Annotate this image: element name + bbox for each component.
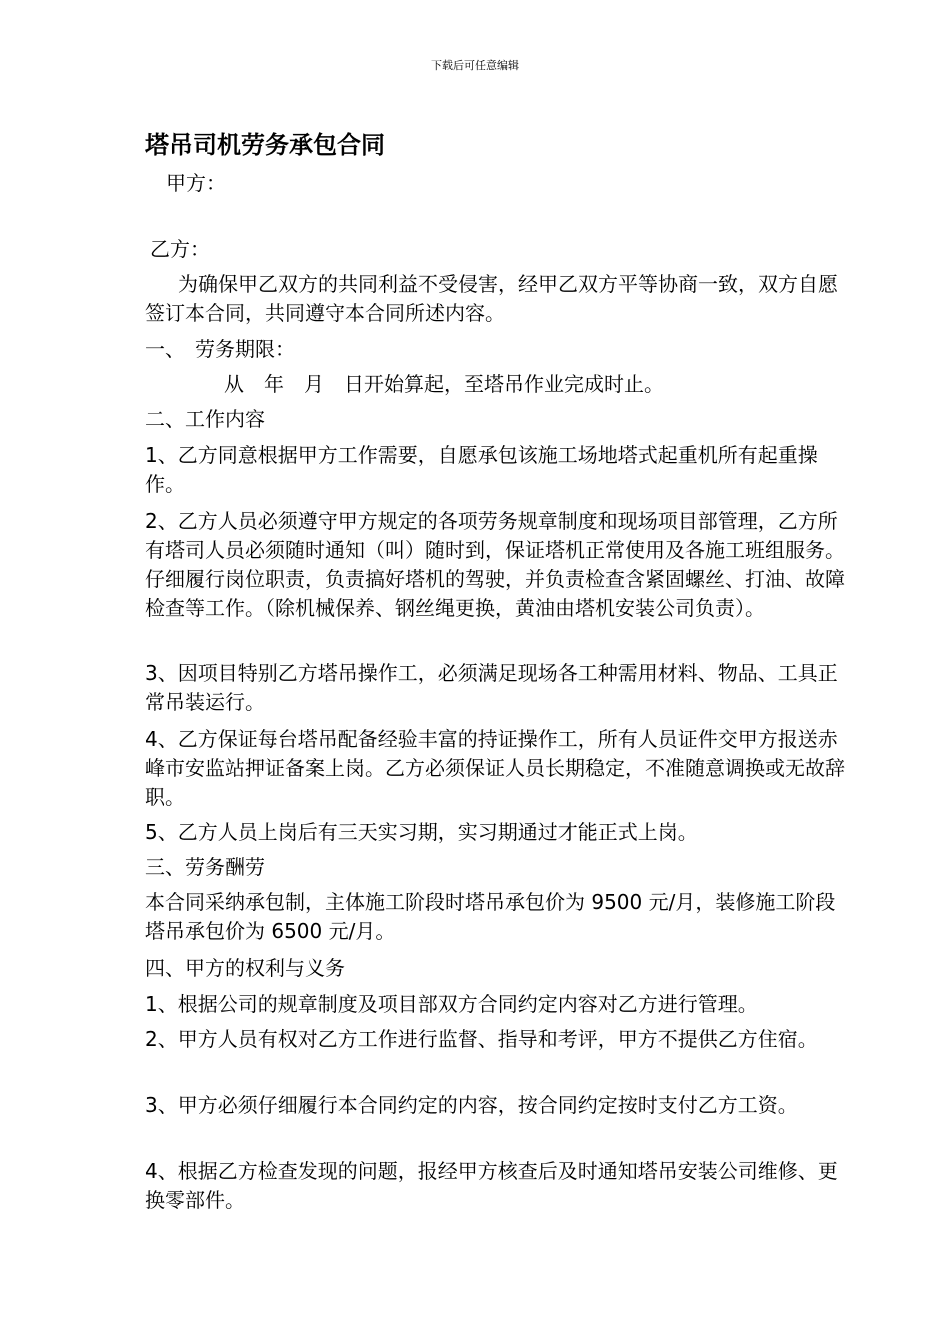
section4-item: 2、甲方人员有权对乙方工作进行监督、指导和考评，甲方不提供乙方住宿。: [145, 1027, 818, 1051]
section1-heading: 一、 劳务期限：: [145, 337, 295, 361]
section3-heading: 三、劳务酬劳: [145, 855, 265, 879]
document-title: 塔吊司机劳务承包合同: [145, 131, 385, 159]
section4-item: 4、根据乙方检查发现的问题，报经甲方核查后及时通知塔吊安装公司维修、更换零部件。: [145, 1159, 838, 1212]
section2-item: 2、乙方人员必须遵守甲方规定的各项劳务规章制度和现场项目部管理，乙方所有塔司人员必须随时通知（叫）随时到，保证塔机正常使用及各施工班组服务。仔细履行岗位职责，负责搞好塔机的驾驶，并负责检查含紧固螺丝、打油、故障检查等工作。（除机械保养、钢丝绳更换，黄油由塔机安装公司负责）。: [145, 509, 845, 620]
section3-text: 本合同采纳承包制，主体施工阶段时塔吊承包价为 9500 元/月，装修施工阶段塔吊承包价为 6500 元/月。: [145, 890, 836, 943]
section2-item: 1、乙方同意根据甲方工作需要，自愿承包该施工场地塔式起重机所有起重操作。: [145, 443, 818, 496]
section4-item: 1、根据公司的规章制度及项目部双方合同约定内容对乙方进行管理。: [145, 992, 758, 1016]
section4-heading: 四、甲方的权利与义务: [145, 956, 345, 980]
section2-item: 5、乙方人员上岗后有三天实习期，实习期通过才能正式上岗。: [145, 820, 698, 844]
section2-item: 4、乙方保证每台塔吊配备经验丰富的持证操作工，所有人员证件交甲方报送赤峰市安监站押证备案上岗。乙方必须保证人员长期稳定，不准随意调换或无故辞职。: [145, 727, 845, 809]
section2-heading: 二、工作内容: [145, 407, 265, 431]
party-b-label: 乙方：: [150, 237, 210, 261]
section4-item: 3、甲方必须仔细履行本合同约定的内容，按合同约定按时支付乙方工资。: [145, 1093, 798, 1117]
header-note: 下载后可任意编辑: [431, 59, 519, 72]
section2-item: 3、因项目特别乙方塔吊操作工，必须满足现场各工种需用材料、物品、工具正常吊装运行。: [145, 661, 838, 714]
party-a-label: 甲方：: [166, 171, 226, 195]
intro-paragraph: 为确保甲乙双方的共同利益不受侵害，经甲乙双方平等协商一致，双方自愿签订本合同，共同遵守本合同所述内容。: [145, 272, 838, 325]
period-line: 从 年 月 日开始算起，至塔吊作业完成时止。: [224, 372, 664, 396]
